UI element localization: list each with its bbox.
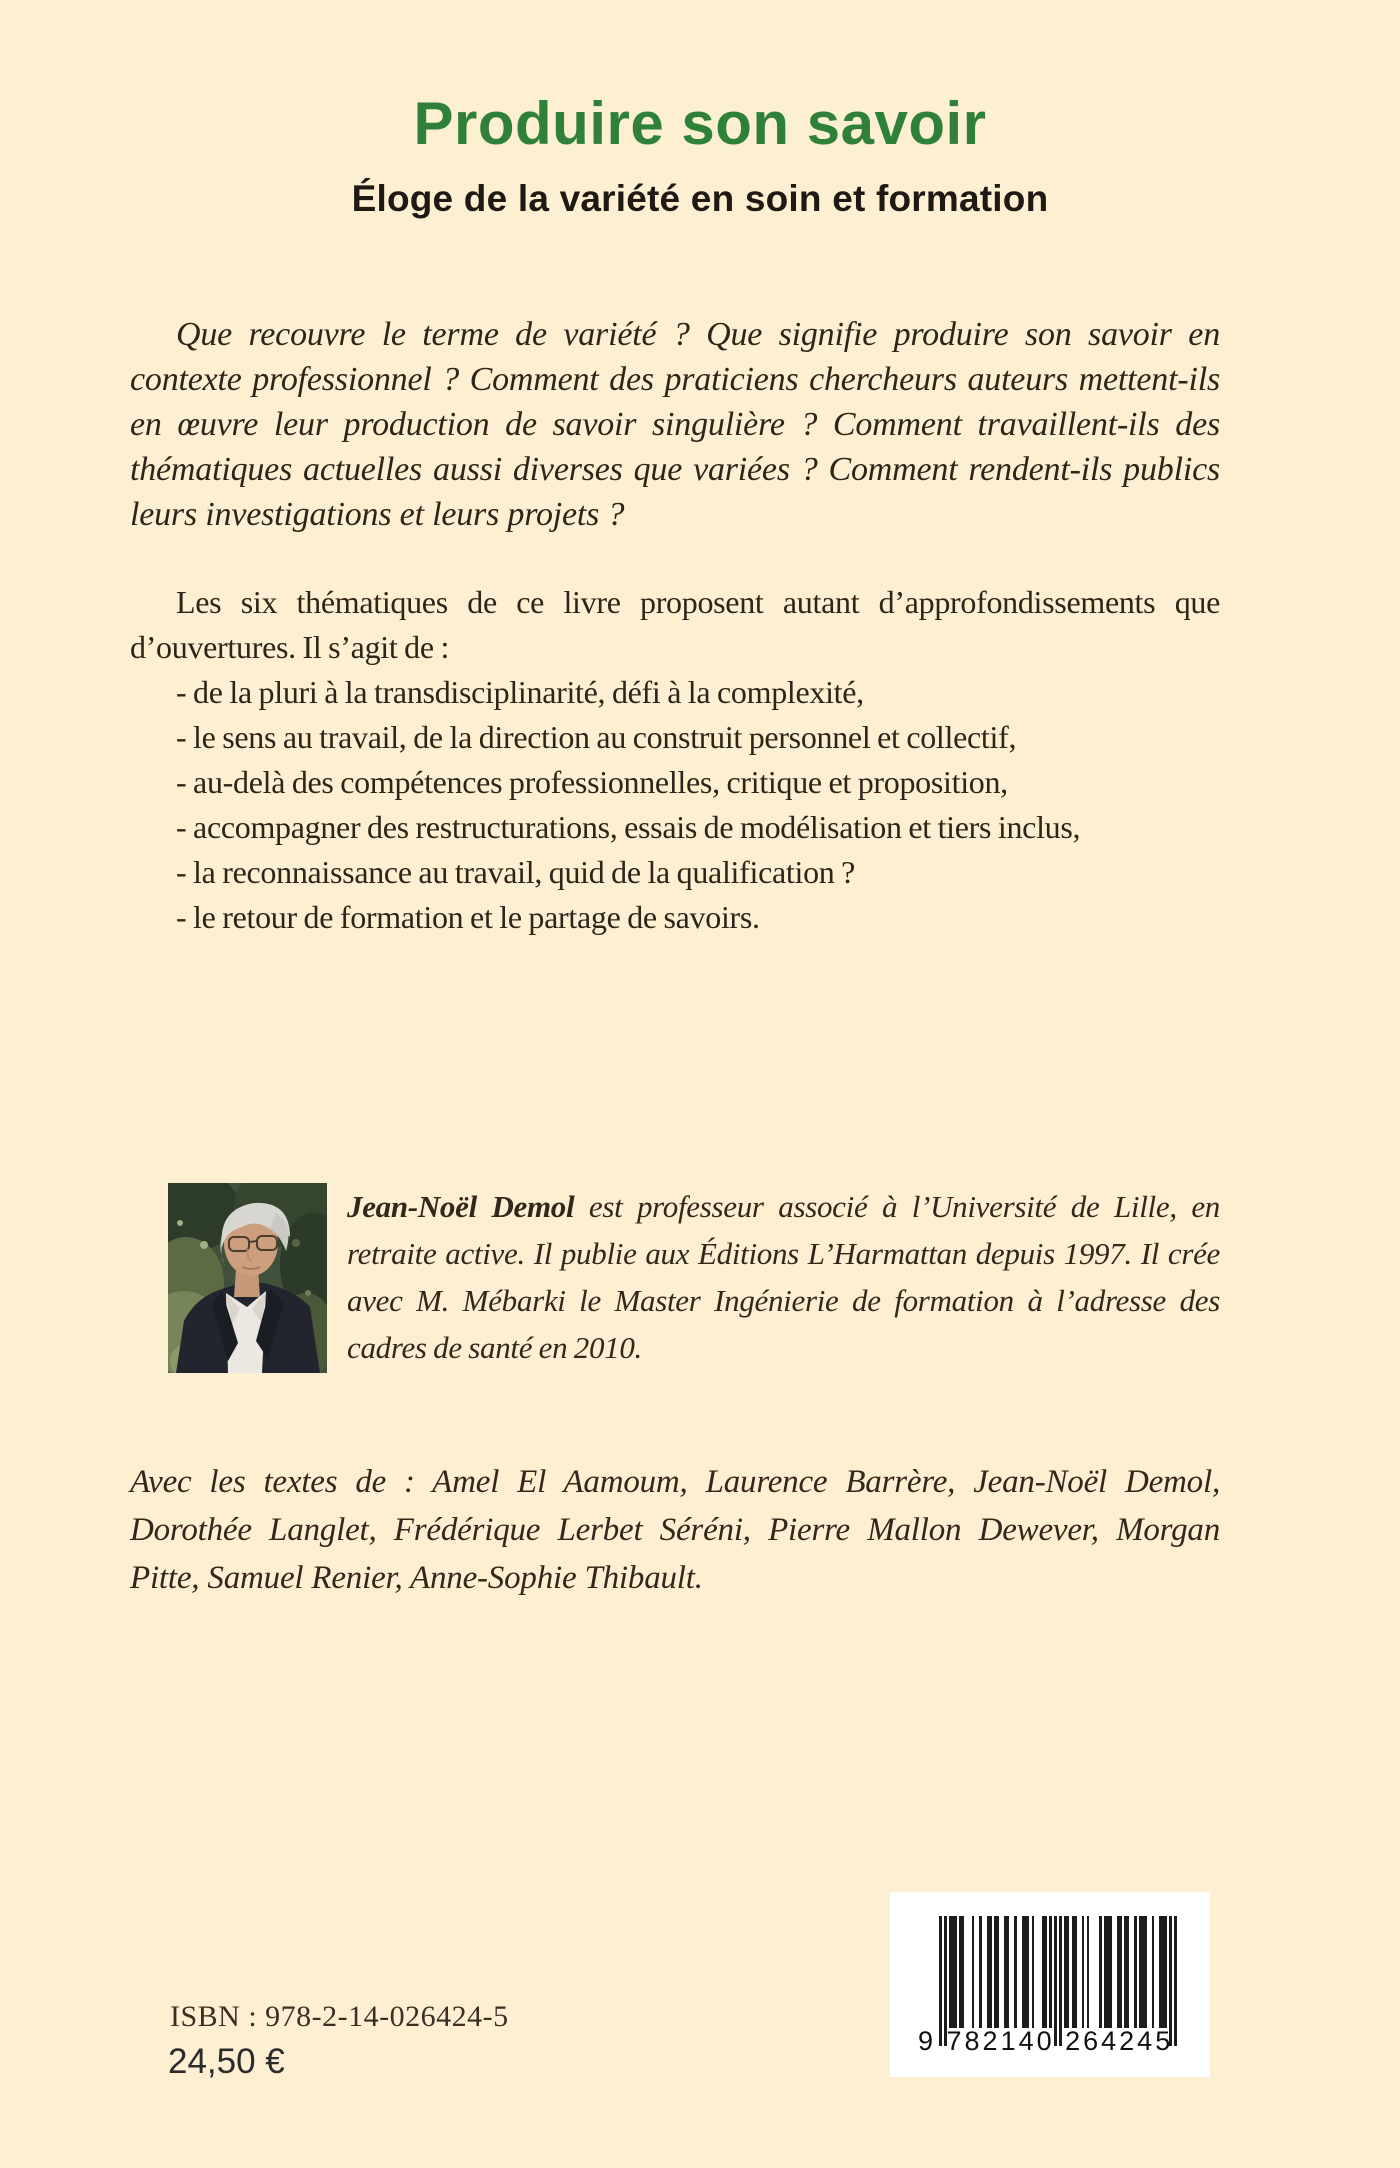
barcode-digits: 9 782140 264245 xyxy=(918,2026,1174,2056)
author-photo xyxy=(168,1183,327,1373)
themes-intro: Les six thématiques de ce livre proposent autant d’approfondissements que d’ouvertures. Il s’agit de : xyxy=(130,584,1220,665)
book-title: Produire son savoir xyxy=(413,90,987,157)
theme-item: - accompagner des restructurations, essais de modélisation et tiers inclus, xyxy=(176,809,1081,845)
contributors-paragraph: Avec les textes de : Amel El Aamoum, Laurence Barrère, Jean-Noël Demol, Dorothée Langlet, Frédérique Lerbet Séréni, Pierre Mallon Dewever, Morgan Pitte, Samuel Renier, Anne-Sophie Thibault. xyxy=(130,1464,1220,1596)
isbn-text: ISBN : 978-2-14-026424-5 xyxy=(170,2000,509,2033)
author-section xyxy=(168,1183,1220,1373)
theme-item: - de la pluri à la transdisciplinarité, défi à la complexité, xyxy=(176,674,864,710)
synopsis-paragraph: Que recouvre le terme de variété ? Que signifie produire son savoir en contexte professionnel ? Comment des praticiens chercheurs auteurs mettent-ils en œuvre leur production de savoir singulière ? Comment travaillent-ils des thématiques actuelles aussi diverses que variées ? Comment rendent-ils publics leurs investigations et leurs projets ? xyxy=(130,316,1220,533)
barcode xyxy=(890,1892,1210,2077)
theme-item: - la reconnaissance au travail, quid de la qualification ? xyxy=(176,854,856,890)
theme-item: - le sens au travail, de la direction au construit personnel et collectif, xyxy=(176,719,1017,755)
author-name: Jean-Noël Demol xyxy=(347,1189,575,1224)
price-text: 24,50 € xyxy=(168,2042,285,2081)
book-subtitle: Éloge de la variété en soin et formation xyxy=(351,178,1049,219)
author-bio-text: est professeur associé à l’Université de Lille, en retraite active. Il publie aux Éditions L’Harmattan depuis 1997. Il crée avec M. Mébarki le Master Ingénierie de formation à l’adresse des cadres de santé en 2010. xyxy=(347,1189,1220,1365)
theme-item: - le retour de formation et le partage de savoirs. xyxy=(176,899,760,935)
themes-section xyxy=(130,580,1220,940)
author-bio xyxy=(347,1183,1220,1371)
theme-item: - au-delà des compétences professionnelles, critique et proposition, xyxy=(176,764,1008,800)
